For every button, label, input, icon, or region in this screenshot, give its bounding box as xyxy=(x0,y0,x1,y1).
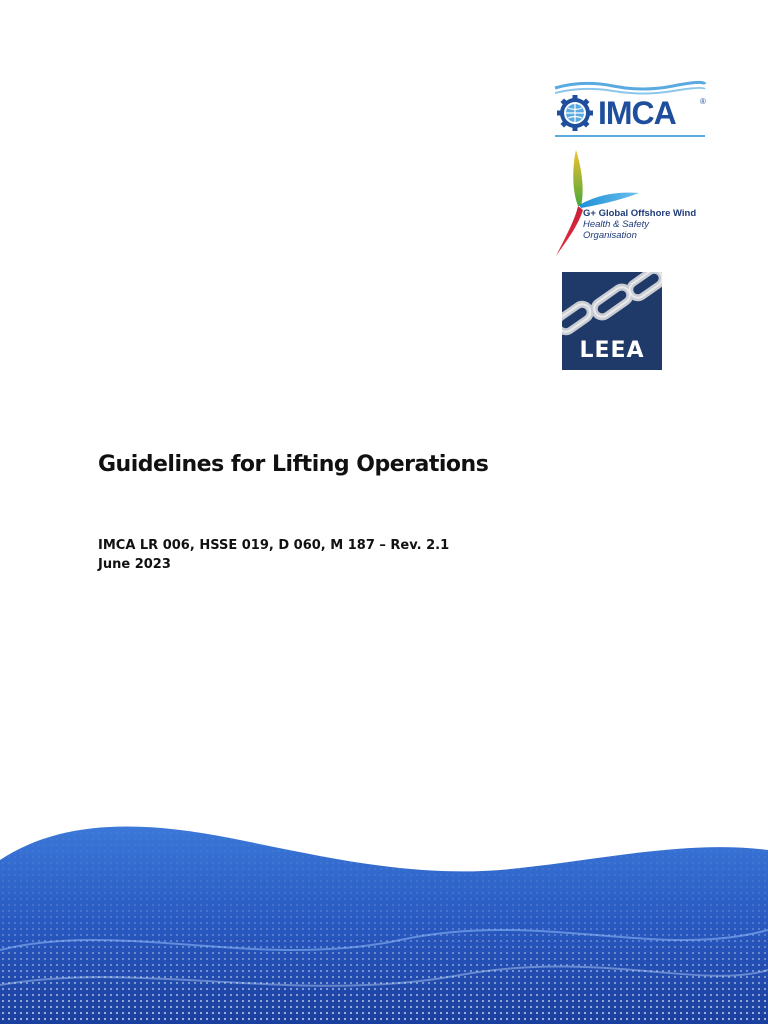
leea-logo xyxy=(562,272,662,370)
imca-logo-text: IMCA xyxy=(598,95,676,131)
gplus-turbine-graphic xyxy=(553,148,713,258)
document-reference: IMCA LR 006, HSSE 019, D 060, M 187 – Rev. 2.1 xyxy=(98,538,450,553)
gplus-tagline-line2: Organisation xyxy=(583,230,637,241)
gplus-name: G+ Global Offshore Wind xyxy=(583,208,697,219)
document-date: June 2023 xyxy=(98,557,171,572)
gplus-logo xyxy=(553,148,713,258)
leea-logo-text: LEEA xyxy=(579,338,645,363)
imca-logo xyxy=(553,80,707,140)
gplus-tagline-line1: Health & Safety xyxy=(583,219,650,230)
document-title: Guidelines for Lifting Operations xyxy=(98,452,489,477)
ocean-wave-banner xyxy=(0,800,768,1024)
registered-mark: ® xyxy=(700,97,706,106)
